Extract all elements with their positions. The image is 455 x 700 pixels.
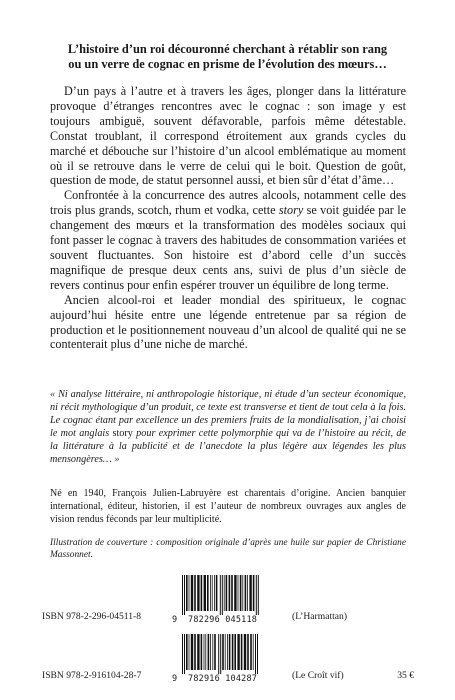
blurb-paragraph-1: D’un pays à l’autre et à travers les âges, plonger dans la littérature provoque d’étranges rencontres avec le cognac : son image y est toujours ambiguë, souvent défavorable, parfois même détestable. Constat troublant, il correspond étroitement aux grands cycles du marché et débouche sur l’histoire d’un alcool emblématique au moment où il se retrouve dans le verre de celui qui le boit. Question de goût, question de mode, de statut personnel aussi, et bien sûr d’état d’âme…	[50, 84, 406, 188]
author-bio: Né en 1940, François Julien-Labruyère est charentais d’origine. Ancien banquier international, éditeur, historien, il est l’auteur de nombreux ouvrages aux angles de vision rendus féconds par leur multiplicité.	[50, 488, 406, 525]
isbn-row-harmattan	[42, 575, 414, 633]
barcode-bar	[247, 634, 249, 670]
quote-roman-word: story	[112, 428, 133, 440]
barcode-bar	[191, 575, 193, 611]
barcode-bar	[250, 634, 252, 670]
barcode-bar	[197, 575, 199, 611]
publisher-name: (Le Croît vif)	[292, 670, 344, 681]
barcode-bar	[182, 575, 183, 615]
barcode-digits: 782296 045118	[188, 615, 258, 625]
publisher-name: (L’Harmattan)	[292, 611, 348, 622]
paragraph-2-end: se voit guidée par le changement des mœurs et la transformation des modèles sociaux qui font passer le cognac à travers des habitudes de consommation variées et souvent fluctuantes. Son histoire est d’abord celle d’un succès magnifique de presque deux cents ans, suivi de plus d’un siècle de revers continus pour enfin espérer trouver un équilibre de long terme.	[50, 203, 406, 292]
barcode-bar	[220, 634, 221, 674]
barcode-bar	[255, 634, 256, 674]
barcode-bars	[182, 634, 286, 674]
barcode-bar	[247, 575, 248, 611]
barcode-bar	[226, 575, 228, 611]
barcode-bar	[214, 634, 216, 670]
barcode-bar	[194, 575, 196, 611]
barcode-bar	[184, 575, 185, 615]
barcode-bar	[244, 634, 246, 670]
price: 35 €	[397, 670, 414, 681]
barcode-bar	[212, 634, 213, 670]
barcode-bar	[256, 575, 257, 615]
barcode-bar	[232, 634, 234, 670]
paragraph-2-italic-word: story	[278, 203, 304, 218]
paragraph-2-start: Confrontée à la concurrence des autres alcools, notamment celle des trois plus grands, scotch, rhum et vodka, cette	[50, 188, 406, 218]
barcode-bar	[205, 634, 206, 670]
barcode-bar	[182, 634, 183, 674]
barcode-bar	[222, 575, 223, 615]
barcode-bar	[186, 634, 188, 670]
barcode-bar	[197, 634, 199, 670]
cover-credit: Illustration de couverture : composition originale d’après une huile sur papier de Christiane Massonnet.	[50, 538, 406, 561]
isbn-row-croit-vif	[42, 634, 414, 692]
barcode-bar	[220, 575, 221, 615]
barcode-bar	[201, 575, 203, 611]
barcode-bar	[189, 634, 190, 670]
barcode-bar	[242, 575, 243, 611]
barcode-bar	[222, 634, 224, 670]
barcode-icon	[172, 575, 288, 633]
barcode-bar	[253, 575, 255, 611]
barcode-bar	[234, 575, 236, 611]
barcode-bar	[208, 634, 210, 670]
barcode-bar	[189, 575, 190, 611]
barcode-bar	[234, 634, 236, 670]
barcode-bar	[253, 634, 254, 670]
heading-line-2: ou un verre de cognac en prisme de l’évolution des mœurs…	[68, 57, 387, 71]
barcode-bar	[258, 575, 259, 615]
barcode-bar	[214, 575, 215, 611]
barcode-bar	[212, 575, 213, 611]
barcode-bar	[241, 634, 243, 670]
barcode-bar	[204, 634, 205, 670]
barcode-bar	[231, 575, 233, 611]
cover-heading	[40, 42, 415, 72]
heading-line-1: L’histoire d’un roi découronné cherchant à rétablir son rang	[67, 42, 388, 56]
author-quote	[50, 388, 406, 467]
barcode-bar	[186, 575, 188, 611]
barcode-bar	[201, 634, 203, 670]
barcode-bar	[229, 575, 231, 611]
quote-start: « Ni analyse littéraire, ni anthropologie historique, ni étude d’un secteur économique, ni récit mythologique d’un produit, ce texte est transverse et tient de tout cela à la fois. Le cognac étant par excellence un des premiers fruits de la mondialisation, j’ai choisi le mot anglais	[50, 389, 406, 440]
barcode-bar	[191, 634, 193, 670]
blurb-paragraph-2	[50, 188, 406, 292]
barcode-bar	[257, 634, 258, 674]
barcode-icon	[172, 634, 288, 692]
barcode-first-digit: 9	[172, 674, 178, 684]
barcode-bar	[240, 575, 242, 611]
barcode-bar	[184, 634, 185, 674]
barcode-bar	[194, 634, 196, 670]
quote-end: pour exprimer cette polymorphie qui va de l’histoire au récit, de la littérature à la publicité et de l’anecdote la plus légère aux légendes les plus mensongères… »	[50, 428, 407, 466]
barcode-digits: 782916 104287	[188, 674, 258, 684]
barcode-bars	[182, 575, 286, 615]
isbn-label: ISBN 978-2-296-04511-8	[42, 611, 142, 622]
barcode-bar	[216, 575, 218, 611]
barcode-bar	[237, 634, 239, 670]
barcode-bar	[218, 634, 219, 674]
blurb-paragraph-3: Ancien alcool-roi et leader mondial des spiritueux, le cognac aujourd’hui hésite entre une légende entretenue par sa région de production et le positionnement nouveau d’un alcool de qualité qui ne se contenterait plus d’une niche de marché.	[50, 292, 406, 352]
isbn-label: ISBN 978-2-916104-28-7	[42, 670, 142, 681]
barcode-bar	[204, 575, 206, 611]
barcode-bar	[245, 575, 247, 611]
barcode-bar	[210, 634, 211, 670]
barcode-bar	[238, 575, 239, 611]
barcode-bar	[249, 575, 251, 611]
barcode-bar	[207, 575, 209, 611]
barcode-bar	[225, 634, 226, 670]
barcode-bar	[229, 634, 231, 670]
blurb	[50, 84, 406, 352]
barcode-first-digit: 9	[172, 615, 178, 625]
barcode-bar	[210, 575, 211, 611]
barcode-bar	[224, 575, 225, 611]
barcode-bar	[227, 634, 228, 670]
